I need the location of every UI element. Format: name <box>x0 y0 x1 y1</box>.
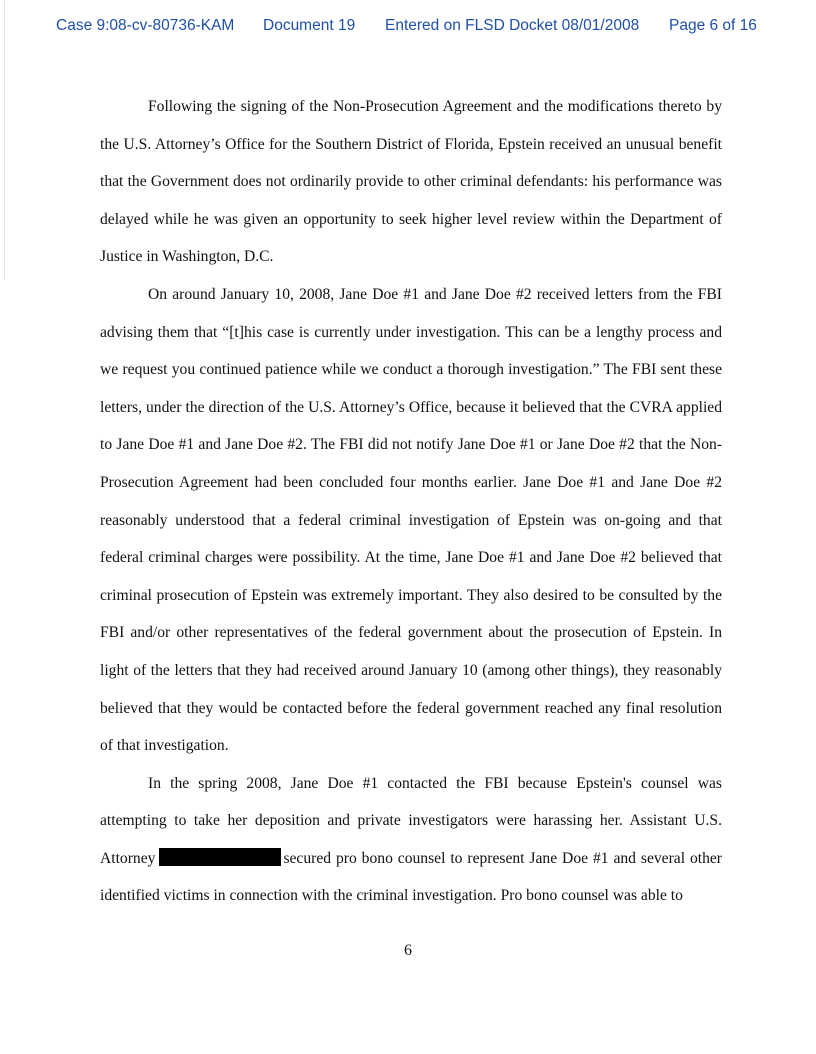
paragraph-3-text-after-redaction: secured pro bono counsel to represent Jane Doe #1 and several other identified victims in connection with the criminal investigation. Pro bono counsel was able to <box>100 849 722 905</box>
paragraph-3-text-before-redaction: In the spring 2008, Jane Doe #1 contacted the FBI because Epstein's counsel was attempting to take her deposition and private investigators were harassing her. Assistant U.S. Attorney <box>100 774 722 867</box>
paragraph-3 <box>100 765 722 915</box>
docket-header <box>0 17 816 39</box>
paragraph-1: Following the signing of the Non-Prosecution Agreement and the modifications thereto by the U.S. Attorney’s Office for the Southern District of Florida, Epstein received an unusual benefit that the Government does not ordinarily provide to other criminal defendants: his performance was delayed while he was given an opportunity to seek higher level review within the Department of Justice in Washington, D.C. <box>100 98 722 266</box>
document-body <box>100 88 722 915</box>
page-number: 6 <box>404 942 412 959</box>
header-case-number: Case 9:08-cv-80736-KAM <box>56 17 235 34</box>
paragraph-2: On around January 10, 2008, Jane Doe #1 and Jane Doe #2 received letters from the FBI advising them that “[t]his case is currently under investigation. This can be a lengthy process and we request you continued patience while we conduct a thorough investigation.” The FBI sent these letters, under the direction of the U.S. Attorney’s Office, because it believed that the CVRA applied to Jane Doe #1 and Jane Doe #2. The FBI did not notify Jane Doe #1 or Jane Doe #2 that the Non-Prosecution Agreement had been concluded four months earlier. Jane Doe #1 and Jane Doe #2 reasonably understood that a federal criminal investigation of Epstein was on-going and that federal criminal charges were possibility. At the time, Jane Doe #1 and Jane Doe #2 believed that criminal prosecution of Epstein was extremely important. They also desired to be consulted by the FBI and/or other representatives of the federal government about the prosecution of Epstein. In light of the letters that they had received around January 10 (among other things), they reasonably believed that they would be contacted before the federal government reached any final resolution of that investigation. <box>100 285 722 755</box>
left-margin-rule <box>4 0 5 280</box>
header-document-number: Document 19 <box>263 17 356 34</box>
header-entered-date: Entered on FLSD Docket 08/01/2008 <box>385 17 640 34</box>
redaction-box <box>159 848 281 866</box>
header-page-count: Page 6 of 16 <box>669 17 757 34</box>
